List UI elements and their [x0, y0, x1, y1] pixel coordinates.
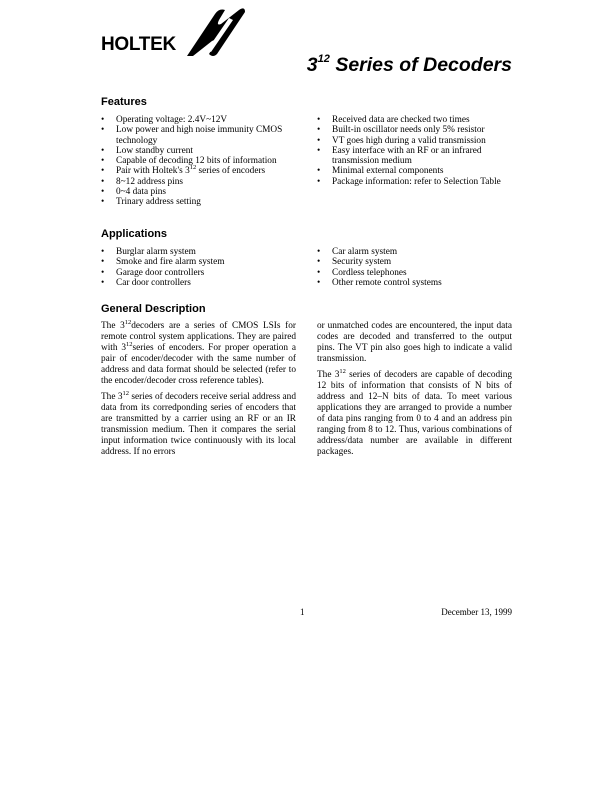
list-item: • Burglar alarm system [101, 247, 297, 257]
applications-heading: Applications [101, 228, 168, 240]
description-paragraph: The $3^{12}$ series of decoders are capable of decoding 12 bits of information that consists of N bits of address and 12–N bits of data. To meet various applications they are arranged to provide a number of data pins ranging from 0 to 4 and an address pin ranging from 8 to 12. Thus, various combinations of address/data number are available in different packages. [317, 367, 512, 457]
title-superscript: 12 [317, 52, 330, 65]
list-item: • Other remote control systems [317, 278, 513, 288]
title-rest: Series of Decoders [329, 54, 512, 76]
list-item: • 8~12 address pins [101, 177, 297, 187]
document-title [307, 54, 512, 77]
list-item: • Operating voltage: 2.4V~12V [101, 115, 297, 125]
list-item: • Garage door controllers [101, 268, 297, 278]
list-item: • Low power and high noise immunity CMOS technology [101, 125, 297, 146]
list-item: • Cordless telephones [317, 268, 513, 278]
list-item: • Minimal external components [317, 166, 513, 176]
description-paragraph: The $3^{12}decoders$ are a series of CMOS LSIs for remote control system applications. They are paired with $3^{12}series$ of encoders. For proper operation a pair of encoder/decoder with the same number of address and data format should be selected (refer to the encoder/decoder cross reference tables). [101, 318, 296, 386]
features-heading: Features [101, 96, 147, 108]
list-item: • Capable of decoding 12 bits of information [101, 156, 297, 166]
holtek-logo [101, 6, 251, 60]
list-item: • VT goes high during a valid transmission [317, 136, 513, 146]
list-item: • Built-in oscillator needs only 5% resistor [317, 125, 513, 135]
list-item: • Car alarm system [317, 247, 513, 257]
applications-list-right [317, 247, 513, 288]
holtek-logo-mark-icon [185, 6, 247, 58]
general-description-heading: General Description [101, 303, 206, 315]
document-date: December 13, 1999 [441, 607, 512, 617]
title-base: 3 [306, 54, 318, 76]
list-item: • Low standby current [101, 146, 297, 156]
features-list-right [317, 115, 513, 187]
general-description-right-column [317, 321, 512, 463]
features-list-left [101, 115, 297, 208]
general-description-left-column [101, 318, 296, 463]
list-item: • Car door controllers [101, 278, 297, 288]
list-item: • Smoke and fire alarm system [101, 257, 297, 267]
list-item: • 0~4 data pins [101, 187, 297, 197]
description-paragraph: The $3^{12}$ series of decoders receive serial address and data from its corredponding series of encoders that are transmitted by a carrier using an RF or an IR transmission medium. Then it compares the serial input information twice continuously with its local address. If no errors [101, 389, 296, 457]
list-item: • Received data are checked two times [317, 115, 513, 125]
list-item: • Package information: refer to Selection Table [317, 177, 513, 187]
list-item: • Trinary address setting [101, 197, 297, 207]
list-item: • Easy interface with an RF or an infrared transmission medium [317, 146, 513, 167]
description-paragraph: or unmatched codes are encountered, the input data codes are decoded and transferred to the output pins. The VT pin also goes high to indicate a valid transmission. [317, 321, 512, 364]
logo-text: HOLTEK [101, 34, 176, 55]
list-item: • Pair with Holtek's $3^{12}$ series of encoders [101, 166, 297, 176]
applications-list-left [101, 247, 297, 288]
list-item: • Security system [317, 257, 513, 267]
page-number: 1 [300, 607, 305, 617]
